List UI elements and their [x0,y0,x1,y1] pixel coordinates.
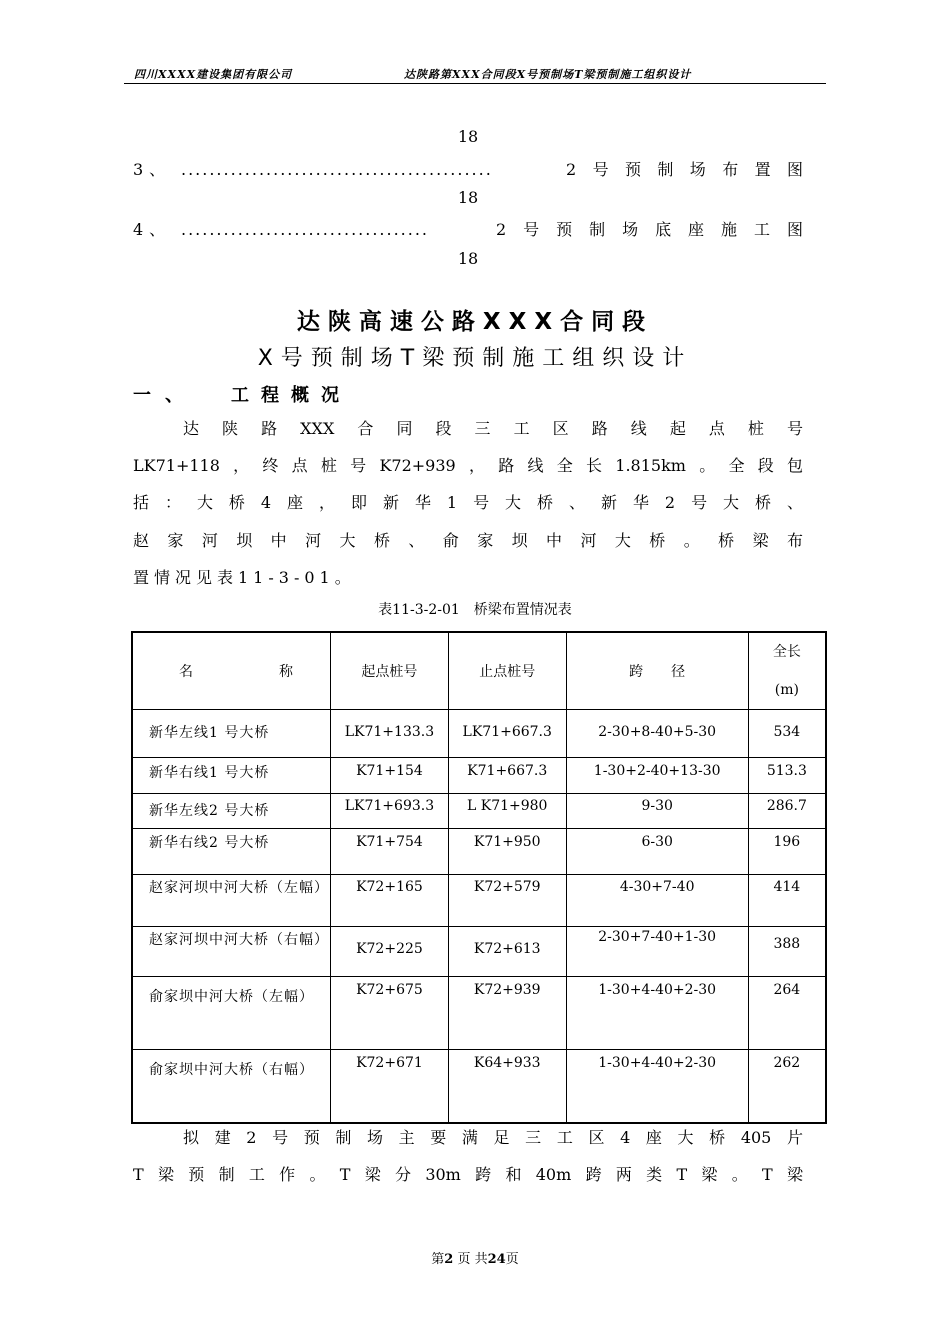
total-pages: 24 [487,1252,506,1267]
page-footer: 第2 页 共24页 [431,1252,519,1267]
toc-leader-dots: ............................................ [181,160,493,179]
header-rule [124,83,826,84]
header-name: 名 称 [132,632,331,710]
table-row: 新华右线1 号大桥 K71+154 K71+667.3 1-30+2-40+13-30 513.3 [132,758,826,794]
bridge-layout-table [131,631,827,1124]
header-end-station: 止点桩号 [448,632,566,710]
header-length: 全长 (m) [748,632,826,710]
toc-entry-number: 4、 [133,220,172,239]
toc-entry-3 [133,157,803,180]
toc-entry-title: 2号预制场布置图 [566,160,803,179]
toc-page-number: 18 [457,188,479,207]
header-start-station: 起点桩号 [331,632,449,710]
paragraph-line: LK71+118，终点桩号K72+939，路线全长1.815km。全段包 [133,456,803,475]
toc-entry-title: 2号预制场底座施工图 [496,220,803,239]
header-document-title: 达陕路第XXX合同段X号预制场T梁预制施工组织设计 [404,68,692,81]
toc-entry-4 [133,217,803,240]
toc-leader-dots: ................................... [181,220,430,239]
document-title-line-2: X号预制场T梁预制施工组织设计 [257,346,693,371]
section-number: 一、 [133,385,197,406]
paragraph-line: 拟建2号预制场主要满足三工区4座大桥405片 [183,1128,803,1147]
paragraph-line: 赵家河坝中河大桥、俞家坝中河大桥。桥梁布 [133,531,803,550]
current-page: 2 [444,1252,454,1267]
table-row: 俞家坝中河大桥（左幅） K72+675 K72+939 1-30+4-40+2-30 264 [132,977,826,1050]
table-row: 赵家河坝中河大桥（左幅） K72+165 K72+579 4-30+7-40 414 [132,875,826,927]
paragraph-line: 达陕路XXX合同段三工区路线起点桩号 [183,419,803,438]
paragraph-line: 置情况见表11-3-01。 [133,568,356,587]
table-row: 新华左线1 号大桥 LK71+133.3 LK71+667.3 2-30+8-40+5-30 534 [132,710,826,758]
header-company: 四川XXXX建设集团有限公司 [134,68,293,81]
toc-entry-number: 3、 [133,160,172,179]
paragraph-line: T梁预制工作。T梁分30m跨和40m跨两类T梁。T梁 [133,1165,803,1184]
section-heading [133,381,803,407]
table-caption: 表11-3-2-01 桥梁布置情况表 [378,602,572,618]
table-header-row [132,632,826,710]
document-title-line-1: 达陕高速公路XXX合同段 [296,309,654,335]
table-row: 新华右线2 号大桥 K71+754 K71+950 6-30 196 [132,829,826,875]
toc-page-number: 18 [457,249,479,268]
paragraph-line: 括：大桥4座，即新华1号大桥、新华2号大桥、 [133,493,803,512]
table-row: 新华左线2 号大桥 LK71+693.3 L K71+980 9-30 286.7 [132,794,826,829]
section-title: 工程概况 [231,385,351,406]
table-row: 赵家河坝中河大桥（右幅） K72+225 K72+613 2-30+7-40+1-30 388 [132,927,826,977]
toc-page-number: 18 [457,127,479,146]
table-row: 俞家坝中河大桥（右幅） K72+671 K64+933 1-30+4-40+2-30 262 [132,1050,826,1123]
header-span: 跨 径 [566,632,748,710]
